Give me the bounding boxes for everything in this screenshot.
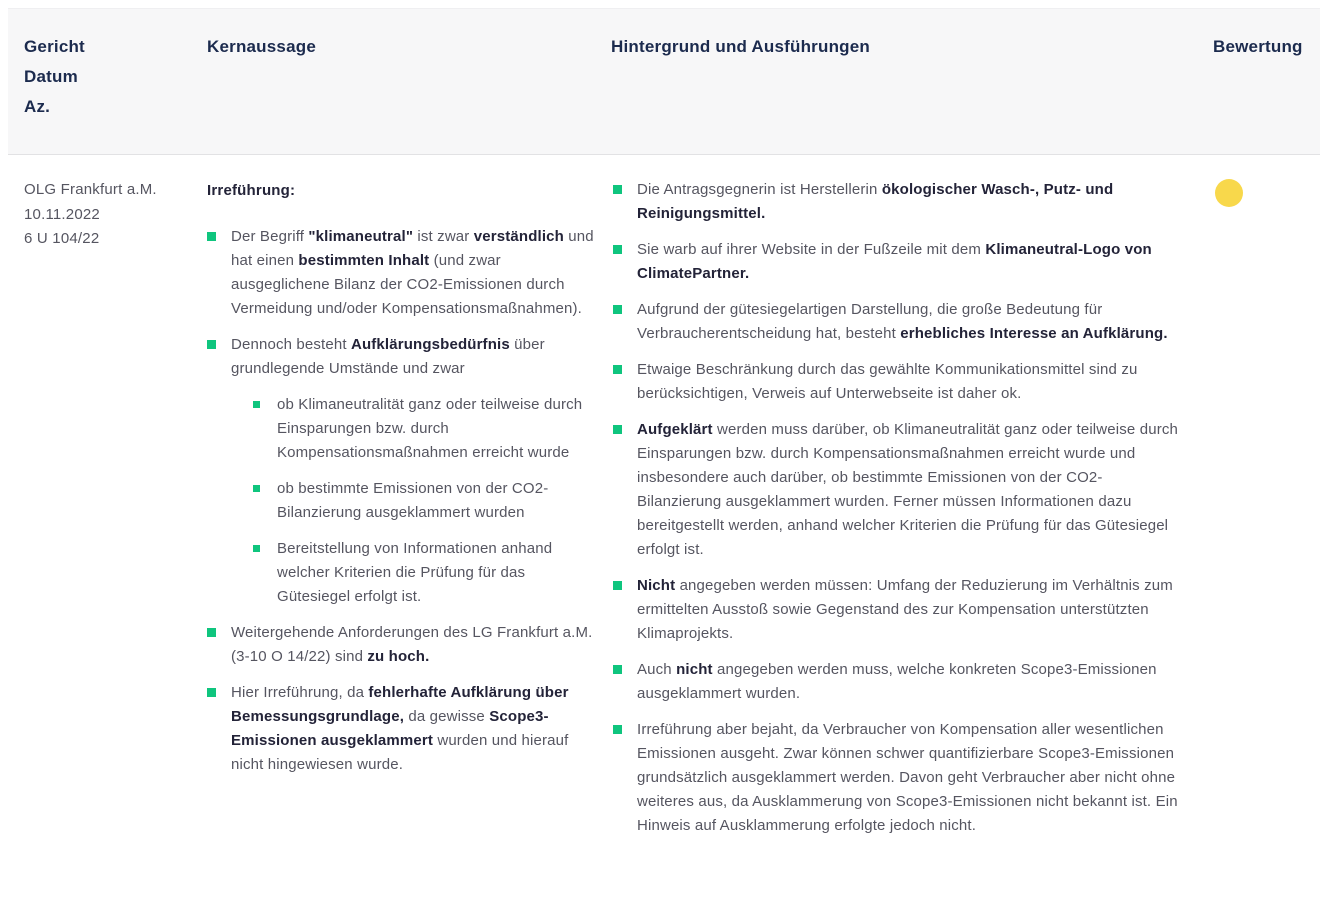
bullet-item <box>253 477 595 525</box>
bullet-text: ob Klimaneutralität ganz oder teilweise durch Einsparungen bzw. durch Kompensationsmaßnahmen erreicht wurde <box>277 396 583 461</box>
bullet-square-icon <box>207 232 216 241</box>
bullet-text: Sie warb auf ihrer Website in der Fußzeile mit dem Klimaneutral-Logo von ClimatePartner. <box>637 241 1152 282</box>
bullet-item <box>613 238 1181 286</box>
bullet-text: Die Antragsgegnerin ist Herstellerin ökologischer Wasch-, Putz- und Reinigungsmittel. <box>637 181 1114 222</box>
bullet-square-icon <box>613 581 622 590</box>
bullet-square-icon <box>253 485 260 492</box>
bullet-text: Etwaige Beschränkung durch das gewählte Kommunikationsmittel sind zu berücksichtigen, Verweis auf Unterwebseite ist daher ok. <box>637 361 1138 402</box>
court-cell <box>24 178 207 850</box>
bullet-item <box>207 621 595 669</box>
bullet-item <box>613 418 1181 562</box>
header-kernaussage: Kernaussage <box>207 37 316 56</box>
bullet-text: Dennoch besteht Aufklärungsbedürfnis über grundlegende Umstände und zwar <box>231 336 545 377</box>
bullet-square-icon <box>207 340 216 349</box>
bullet-square-icon <box>613 245 622 254</box>
bullet-item <box>207 225 595 321</box>
bullet-text: Der Begriff "klimaneutral" ist zwar verständlich und hat einen bestimmten Inhalt (und zwar ausgeglichene Bilanz der CO2-Emissionen durch Vermeidung und/oder Kompensationsmaßnahmen). <box>231 228 594 317</box>
bullet-square-icon <box>207 688 216 697</box>
header-gericht-line: Gericht <box>24 37 85 56</box>
bullet-item <box>253 393 595 465</box>
hintergrund-cell <box>611 178 1213 850</box>
bullet-square-icon <box>253 401 260 408</box>
bullet-text: Nicht angegeben werden müssen: Umfang der Reduzierung im Verhältnis zum ermittelten Ausstoß sowie Gegenstand des zur Kompensation unterstützten Klimaprojekts. <box>637 577 1173 642</box>
header-bewertung: Bewertung <box>1213 37 1303 56</box>
kernaussage-bullet-list <box>207 225 595 777</box>
bullet-item <box>613 178 1181 226</box>
header-gericht-datum-az <box>24 32 207 154</box>
bullet-text: ob bestimmte Emissionen von der CO2-Bilanzierung ausgeklammert wurden <box>277 480 549 521</box>
bullet-square-icon <box>253 545 260 552</box>
hintergrund-bullet-list <box>613 178 1181 838</box>
bullet-text: Aufgrund der gütesiegelartigen Darstellung, die große Bedeutung für Verbraucherentscheidung hat, besteht erhebliches Interesse an Aufklärung. <box>637 301 1168 342</box>
header-hintergrund: Hintergrund und Ausführungen <box>611 37 870 56</box>
court-name: OLG Frankfurt a.M. <box>24 181 157 198</box>
table-row <box>8 155 1320 850</box>
bullet-item <box>613 718 1181 838</box>
bullet-text: Hier Irreführung, da fehlerhafte Aufklärung über Bemessungsgrundlage, da gewisse Scope3-Emissionen ausgeklammert wurden und hierauf nicht hingewiesen wurde. <box>231 684 569 773</box>
bewertung-cell <box>1213 178 1320 850</box>
court-date: 10.11.2022 <box>24 205 100 223</box>
court-case-number: 6 U 104/22 <box>24 230 100 247</box>
header-az-line: Az. <box>24 97 51 116</box>
bullet-square-icon <box>613 725 622 734</box>
bullet-item <box>613 574 1181 646</box>
bullet-text: Auch nicht angegeben werden muss, welche konkreten Scope3-Emissionen ausgeklammert wurden. <box>637 661 1157 702</box>
header-datum-line: Datum <box>24 67 78 86</box>
court-cases-table <box>8 8 1320 850</box>
bullet-text: Bereitstellung von Informationen anhand welcher Kriterien die Prüfung für das Gütesiegel erfolgt ist. <box>277 540 553 605</box>
rating-yellow-circle-icon <box>1215 179 1243 207</box>
bullet-square-icon <box>613 665 622 674</box>
bullet-item <box>613 658 1181 706</box>
bullet-item <box>613 358 1181 406</box>
bullet-square-icon <box>613 305 622 314</box>
bullet-square-icon <box>613 425 622 434</box>
kernaussage-heading: Irreführung: <box>207 182 296 199</box>
bullet-text: Aufgeklärt werden muss darüber, ob Klimaneutralität ganz oder teilweise durch Einsparungen bzw. durch Kompensationsmaßnahmen erreicht wurde und insbesondere auch darüber, ob bestimmte Emissionen von der CO2-Bilanzierung ausgeklammert wurden. Ferner müssen Informationen dazu bereitgestellt werden, anhand welcher Kriterien die Prüfung für das Gütesiegel erfolgt ist. <box>637 421 1178 558</box>
bullet-square-icon <box>613 185 622 194</box>
bullet-square-icon <box>207 628 216 637</box>
bullet-square-icon <box>613 365 622 374</box>
bullet-item <box>613 298 1181 346</box>
bullet-item <box>207 333 595 381</box>
bullet-item <box>207 681 595 777</box>
bullet-text: Irreführung aber bejaht, da Verbraucher von Kompensation aller wesentlichen Emissionen ausgeht. Zwar können schwer quantifizierbare Scope3-Emissionen grundsätzlich ausgeklammert werden. Davon geht Verbraucher aber nicht ohne weiteres aus, da Ausklammerung von Scope3-Emissionen nicht bekannt ist. Ein Hinweis auf Ausklammerung erfolgte jedoch nicht. <box>637 721 1178 834</box>
kernaussage-cell <box>207 178 611 850</box>
table-header <box>8 8 1320 155</box>
bullet-item <box>253 537 595 609</box>
bullet-text: Weitergehende Anforderungen des LG Frankfurt a.M. (3-10 O 14/22) sind zu hoch. <box>231 624 593 665</box>
